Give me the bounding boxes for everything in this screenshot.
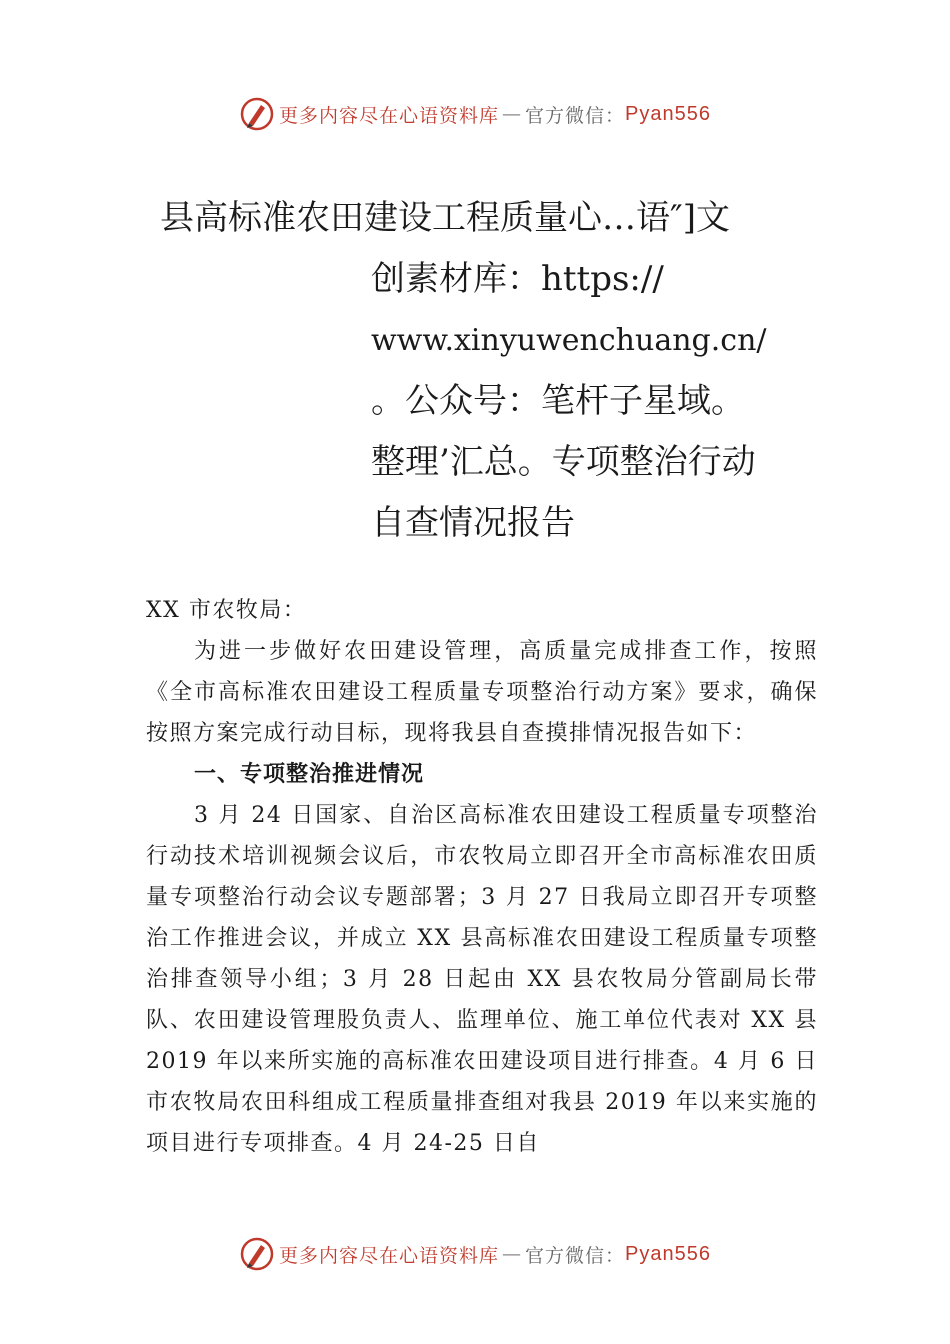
intro-paragraph: 为进一步做好农田建设管理，高质量完成排查工作，按照《全市高标准农田建设工程质量专项整治行动方案》要求，确保按照方案完成行动目标，现将我县自查摸排情况报告如下： xyxy=(146,639,818,746)
banner-brand: 更多内容尽在心语资料库 xyxy=(279,1244,500,1267)
banner-dash: — xyxy=(502,1243,523,1265)
banner-label: 官方微信： xyxy=(525,1244,626,1267)
footer-banner xyxy=(0,1236,950,1272)
document-title xyxy=(160,188,780,554)
banner-label: 官方微信： xyxy=(525,104,626,127)
section-heading: 一、专项整治推进情况 xyxy=(194,762,425,787)
banner-brand: 更多内容尽在心语资料库 xyxy=(279,104,500,127)
banner-account: Pyan556 xyxy=(625,102,711,125)
document-body xyxy=(146,590,818,1164)
title-line-1: 县高标准农田建设工程质量心…语″]文 xyxy=(160,198,730,238)
salutation: XX 市农牧局： xyxy=(146,598,307,623)
title-line-3: www.xinyuwenchuang.cn/ xyxy=(371,323,767,358)
title-line-2: 创素材库：https:// xyxy=(371,259,664,299)
header-banner xyxy=(0,96,950,132)
banner-dash: — xyxy=(502,103,523,125)
pen-logo-icon xyxy=(239,1236,275,1272)
banner-account: Pyan556 xyxy=(625,1242,711,1265)
section-paragraph: 3 月 24 日国家、自治区高标准农田建设工程质量专项整治行动技术培训视频会议后，市农牧局立即召开全市高标准农田质量专项整治行动会议专题部署；3 月 27 日我局立即召开专项整治工作推进会议，并成立 XX 县高标准农田建设工程质量专项整治排查领导小组；3 月 28 日起由 XX 县农牧局分管副局长带队、农田建设管理股负责人、监理单位、施工单位代表对 XX 县 2019 年以来所实施的高标准农田建设项目进行排查。4 月 6 日市农牧局农田科组成工程质量排查组对我县 2019 年以来实施的项目进行专项排查。4 月 24-25 日自 xyxy=(146,803,818,1156)
pen-logo-icon xyxy=(239,96,275,132)
title-line-4: 。公众号：笔杆子星域。 xyxy=(371,381,745,421)
title-line-5: 整理’汇总。专项整治行动 xyxy=(371,442,756,482)
title-line-6: 自查情况报告 xyxy=(371,503,575,543)
